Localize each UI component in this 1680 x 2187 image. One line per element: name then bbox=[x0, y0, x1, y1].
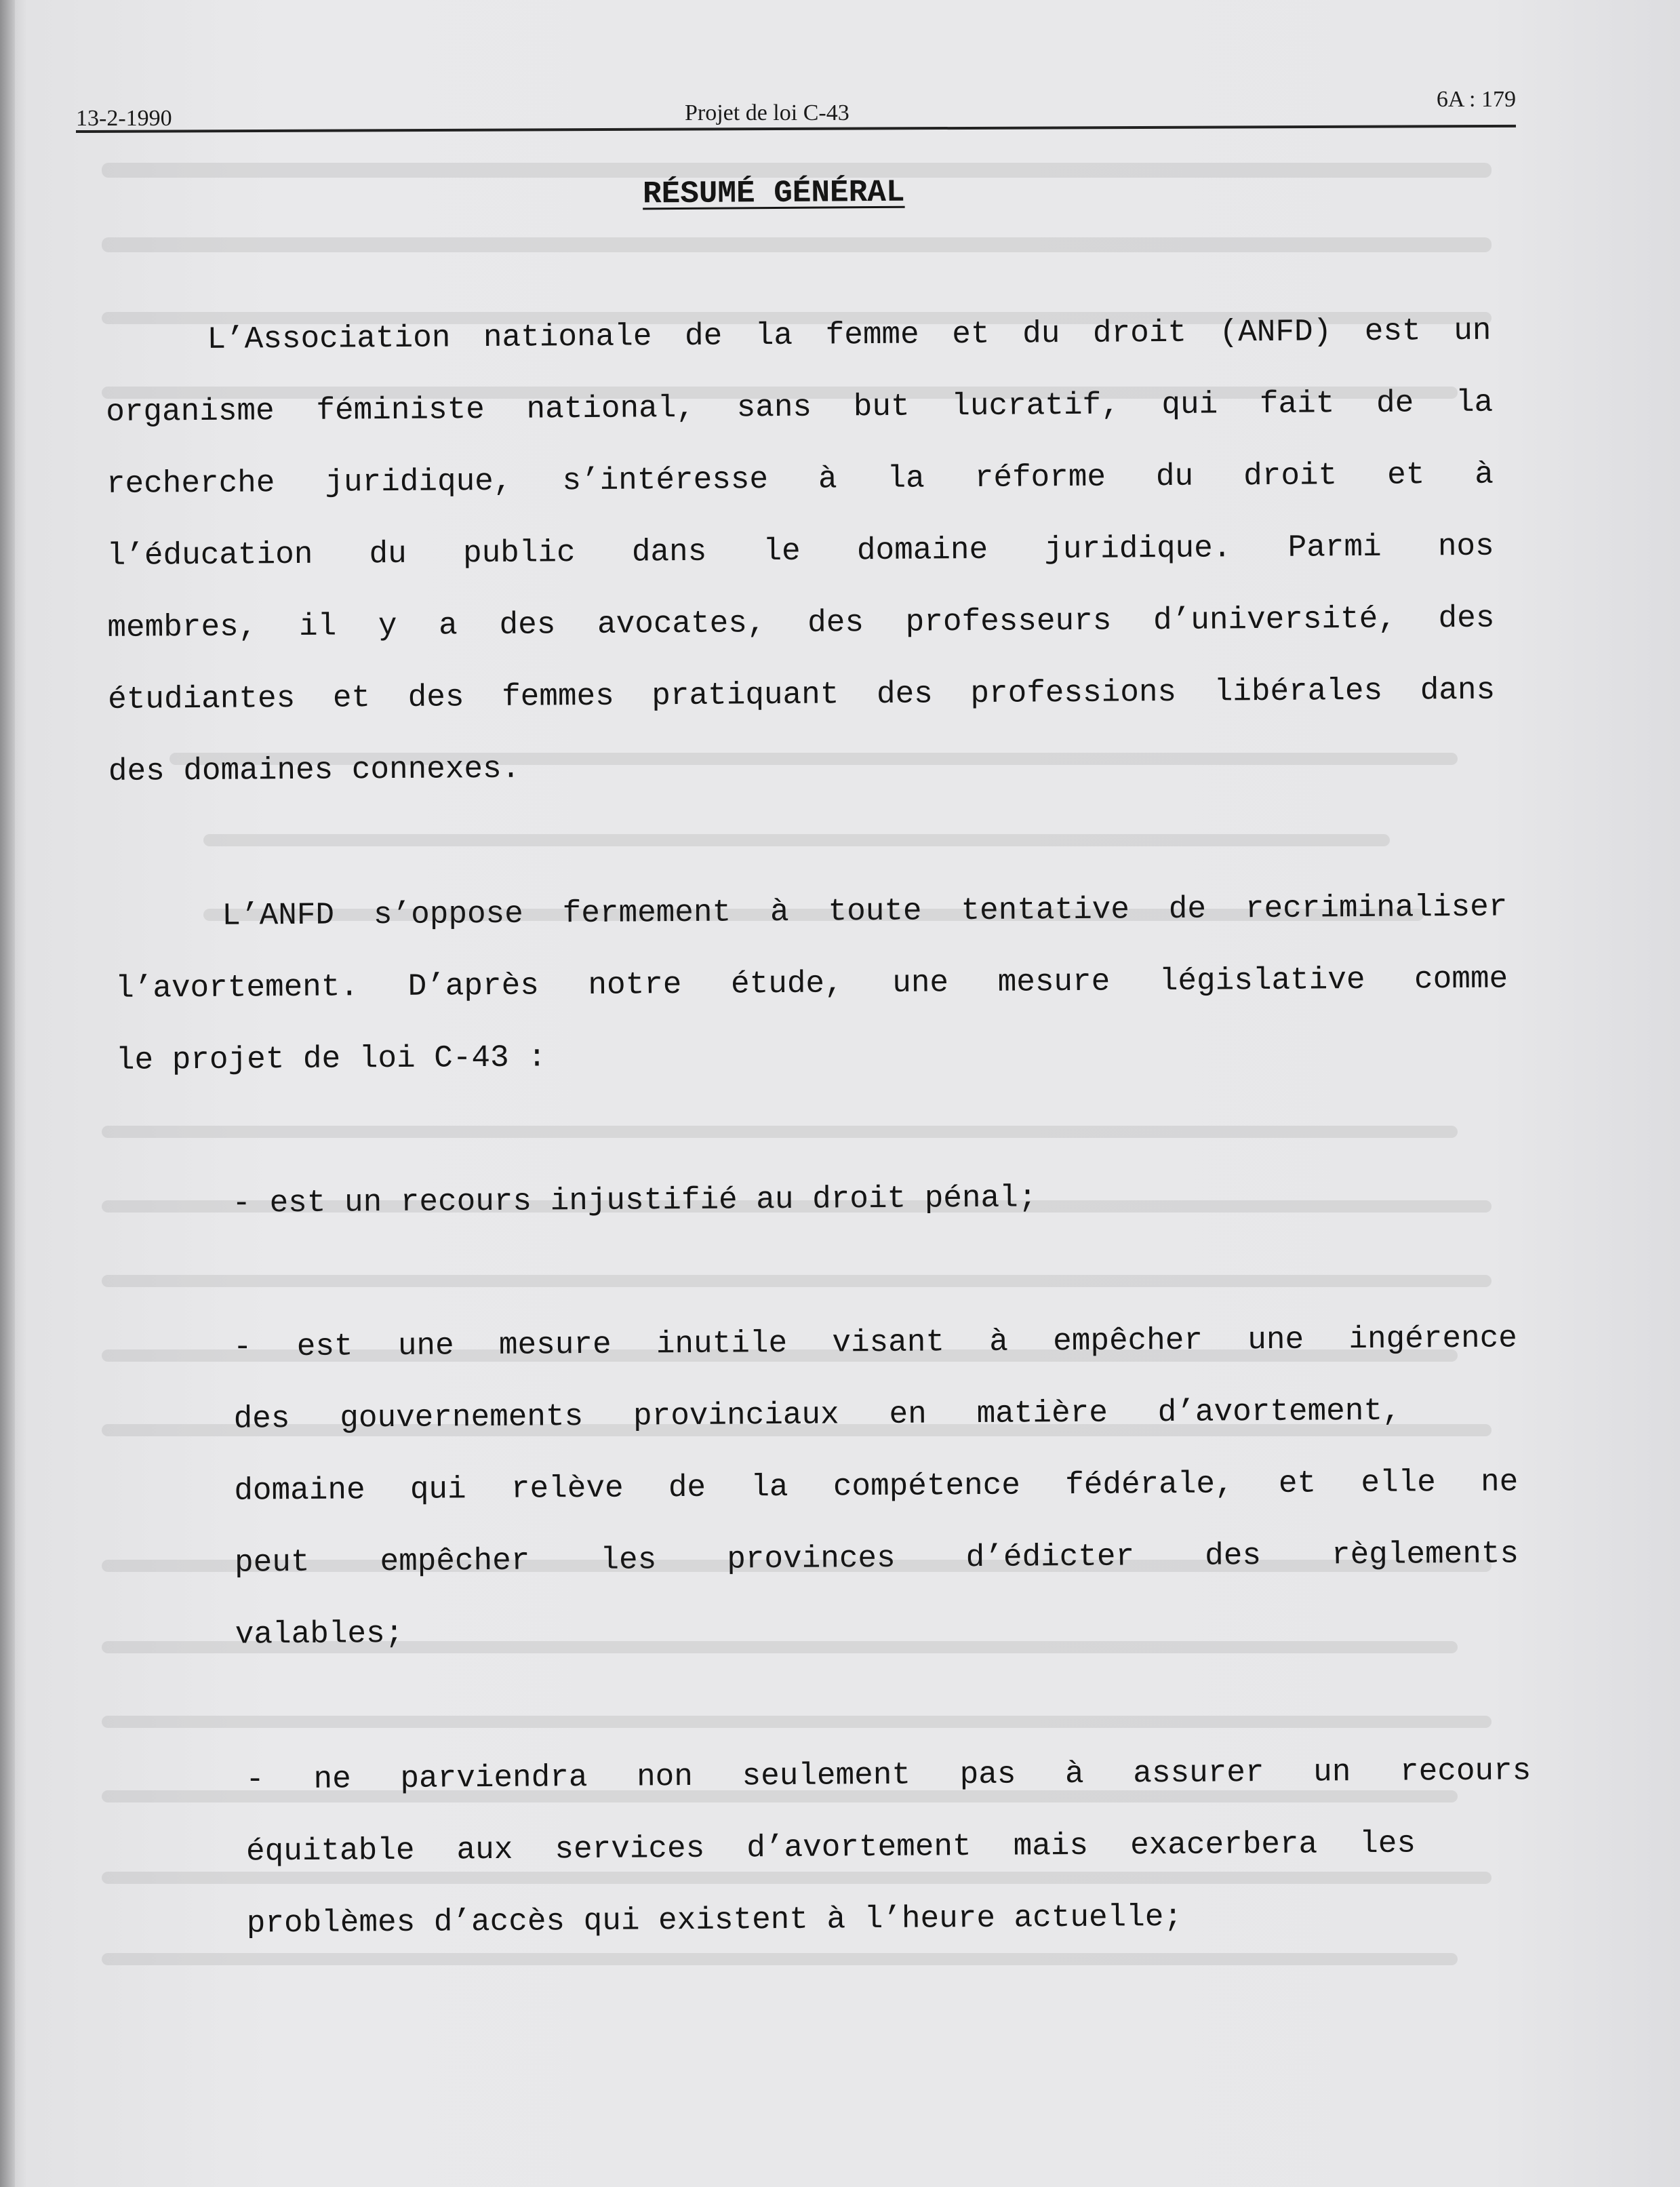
bullet-item-line: valables; bbox=[235, 1615, 404, 1653]
bullet-item-line: problèmes d’accès qui existent à l’heure actuelle; bbox=[246, 1899, 1183, 1942]
bullet-item-line: - ne parviendra non seulement pas à assurer un recours bbox=[245, 1753, 1532, 1798]
paragraph-line: des domaines connexes. bbox=[108, 751, 521, 789]
header-title: Projet de loi C-43 bbox=[685, 100, 849, 125]
paragraph-line: L’ANFD s’oppose fermement à toute tentative de recriminaliser bbox=[222, 889, 1508, 934]
paragraph-line: l’avortement. D’après notre étude, une mesure législative comme bbox=[115, 961, 1508, 1006]
header-date: 13-2-1990 bbox=[76, 106, 172, 131]
paragraph-line: recherche juridique, s’intéresse à la réforme du droit et à bbox=[106, 456, 1494, 502]
paragraph-line: étudiantes et des femmes pratiquant des professions libérales dans bbox=[108, 672, 1496, 717]
bullet-item-line: peut empêcher les provinces d’édicter des règlements bbox=[234, 1536, 1519, 1581]
paragraph-line: l’éducation du public dans le domaine juridique. Parmi nos bbox=[106, 528, 1494, 574]
paragraph-line: organisme féministe national, sans but lucratif, qui fait de la bbox=[106, 385, 1494, 430]
paragraph-line: membres, il y a des avocates, des professeurs d’université, des bbox=[107, 600, 1495, 646]
bullet-item-line: - est un recours injustifié au droit pénal; bbox=[232, 1180, 1037, 1221]
section-heading: RÉSUMÉ GÉNÉRAL bbox=[642, 174, 905, 212]
bullet-item-line: équitable aux services d’avortement mais exacerbera les bbox=[245, 1826, 1416, 1870]
bullet-item-line: des gouvernements provinciaux en matière d’avortement, bbox=[233, 1393, 1401, 1437]
paragraph-line: L’Association nationale de la femme et du droit (ANFD) est un bbox=[207, 313, 1492, 357]
bullet-item-line: - est une mesure inutile visant à empêcher une ingérence bbox=[233, 1320, 1518, 1365]
paragraph-line: le projet de loi C-43 : bbox=[115, 1040, 546, 1078]
header-page-number: 6A : 179 bbox=[1436, 87, 1516, 112]
bullet-item-line: domaine qui relève de la compétence fédérale, et elle ne bbox=[234, 1464, 1519, 1509]
